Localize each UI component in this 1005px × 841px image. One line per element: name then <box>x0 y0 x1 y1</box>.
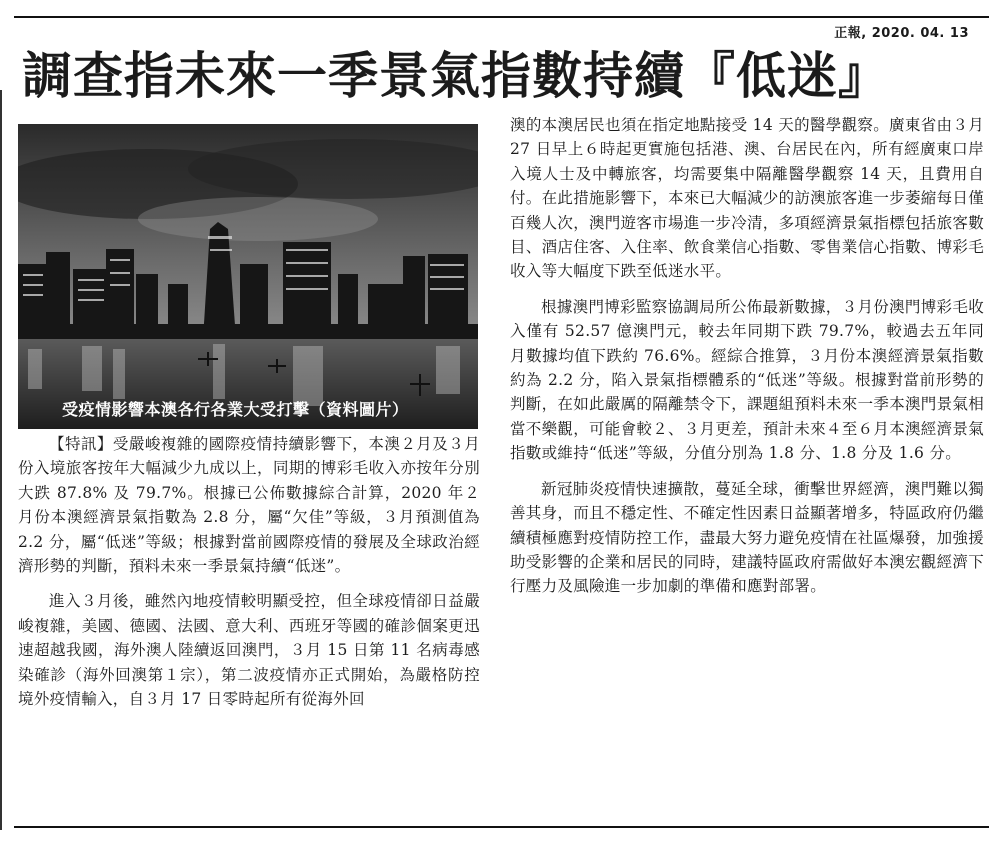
right-column <box>510 113 984 599</box>
bottom-rule <box>14 826 989 828</box>
paragraph: 進入３月後，雖然內地疫情較明顯受控，但全球疫情卻日益嚴峻複雜，美國、德國、法國、意大利、西班牙等國的確診個案更迅速超越我國，海外澳人陸續返回澳門，３月 15 日第 11 名病毒感染確診（海外回澳第１宗），第二波疫情亦正式開始，為嚴格防控境外疫情輸入，自３月 17 日零時起所有從海外回 <box>18 592 480 709</box>
left-rule <box>0 90 2 830</box>
top-rule <box>14 16 989 18</box>
photo-caption: 受疫情影響本澳各行各業大受打擊（資料圖片） <box>62 400 409 419</box>
paragraph: 新冠肺炎疫情快速擴散，蔓延全球，衝擊世界經濟，澳門難以獨善其身，而且不穩定性、不確定性因素日益顯著增多，特區政府仍繼續積極應對疫情防控工作，盡最大努力避免疫情在社區爆發，加強援助受影響的企業和居民的同時，建議特區政府需做好本澳宏觀經濟下行壓力及風險進一步加劇的準備和應對部署。 <box>510 479 985 596</box>
source-date: 正報, 2020. 04. 13 <box>834 26 969 41</box>
night-skyline-photo <box>18 124 478 429</box>
photo-illustration <box>18 124 478 429</box>
paragraph: 根據澳門博彩監察協調局所公佈最新數據，３月份澳門博彩毛收入僅有 52.57 億澳門元，較去年同期下跌 79.7%，較過去五年同月數據均值下跌約 76.6%。經綜合推算，３月份本澳經濟景氣指數約為 2.2 分，陷入景氣指標體系的“低迷”等級。根據對當前形勢的判斷，在如此嚴厲的隔離禁令下，課題組預料未來一季本澳門景氣相當不樂觀，可能會較２、３月更差，預計未來４至６月本澳經濟景氣指數或維持“低迷”等級，分值分別為 1.8 分、1.8 分及 1.6 分。 <box>510 297 985 463</box>
paragraph: 澳的本澳居民也須在指定地點接受 14 天的醫學觀察。廣東省由３月 27 日早上６時起更實施包括港、澳、台居民在內，所有經廣東口岸入境人士及中轉旅客，均需要集中隔離醫學觀察 14 天，且費用自付。在此措施影響下，本來已大幅減少的訪澳旅客進一步萎縮每日僅百幾人次，澳門遊客市場進一步冷清，多項經濟景氣指標包括旅客數目、酒店住客、入住率、飲食業信心指數、零售業信心指數、博彩毛收入等大幅度下跌至低迷水平。 <box>510 116 985 281</box>
left-column <box>18 432 480 711</box>
lead-paragraph: 【特訊】受嚴峻複雜的國際疫情持續影響下，本澳２月及３月份入境旅客按年大幅減少九成以上，同期的博彩毛收入亦按年分別大跌 87.8% 及 79.7%。根據已公佈數據綜合計算，2020 年２月份本澳經濟景氣指數為 2.8 分，屬“欠佳”等級，３月預測值為 2.2 分，屬“低迷”等級；根據對當前國際疫情的發展及全球政治經濟形勢的判斷，預料未來一季景氣持續“低迷”。 <box>18 435 480 576</box>
headline: 調查指未來一季景氣指數持續『低迷』 <box>22 47 889 105</box>
